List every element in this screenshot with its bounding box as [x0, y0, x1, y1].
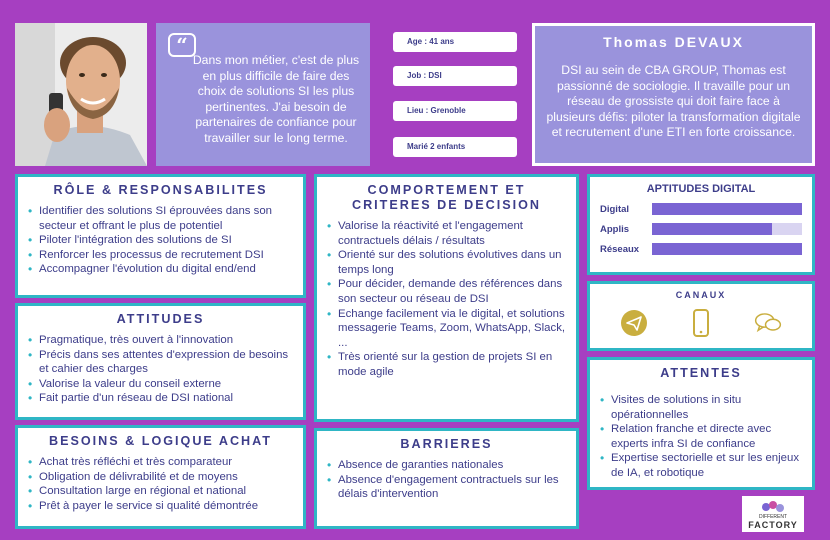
- attitudes-list: [28, 333, 293, 406]
- list-item: • Echange facilement via le digital, et solutions messagerie Teams, Zoom, WhatsApp, Slack, ...: [327, 307, 566, 351]
- canaux-card: [587, 281, 815, 351]
- logo-line2: FACTORY: [748, 520, 798, 530]
- list-item: • Valorise la réactivité et l'engagement contractuels délais / résultats: [327, 219, 566, 248]
- attentes-list: [600, 393, 802, 481]
- chat-icon: [754, 309, 782, 337]
- aptitude-row-reseaux: [600, 243, 802, 255]
- list-item: • Absence d'engagement contractuels sur les délais d'intervention: [327, 473, 566, 502]
- list-item: • Achat très réfléchi et très comparateur: [28, 455, 293, 470]
- list-item: • Fait partie d'un réseau de DSI national: [28, 391, 293, 406]
- attitudes-card: [15, 303, 306, 420]
- barrieres-list: [327, 458, 566, 502]
- logo-line1: DIFFERENT: [758, 514, 788, 520]
- aptitude-label: Applis: [600, 223, 630, 235]
- quote-icon: “: [168, 33, 196, 57]
- comportement-list: [327, 219, 566, 380]
- comportement-card: [314, 174, 579, 422]
- canaux-title: CANAUX: [675, 290, 727, 300]
- aptitude-label: Réseaux: [600, 243, 640, 255]
- info-family: Marié 2 enfants: [393, 137, 517, 157]
- besoins-card: [15, 425, 306, 529]
- company-logo: [742, 496, 804, 532]
- list-item: • Identifier des solutions SI éprouvées dans son secteur et offrant le plus de potentiel: [28, 204, 293, 233]
- roles-card: [15, 174, 306, 298]
- aptitudes-title: APTITUDES DIGITAL: [646, 183, 756, 195]
- info-age: Age : 41 ans: [393, 32, 517, 52]
- aptitude-fill-applis: [652, 223, 772, 235]
- aptitude-fill-digital: [652, 203, 802, 215]
- channel-icons: [600, 309, 802, 337]
- quote-box: [156, 23, 370, 166]
- info-lieu: Lieu : Grenoble: [393, 101, 517, 121]
- list-item: • Valorise la valeur du conseil externe: [28, 377, 293, 392]
- list-item: • Pour décider, demande des références dans son secteur ou réseau de DSI: [327, 277, 566, 306]
- persona-photo-illustration: [15, 23, 147, 166]
- aptitude-track: [652, 243, 802, 255]
- list-item: • Absence de garanties nationales: [327, 458, 566, 473]
- info-job: Job : DSI: [393, 66, 517, 86]
- list-item: • Orienté sur des solutions évolutives dans un temps long: [327, 248, 566, 277]
- roles-list: [28, 204, 293, 277]
- list-item: • Expertise sectorielle et sur les enjeux de IA, et robotique: [600, 451, 802, 480]
- besoins-list: [28, 455, 293, 513]
- attentes-title: ATTENTES: [660, 366, 742, 380]
- barrieres-title: BARRIERES: [400, 437, 493, 451]
- persona-name: Thomas DEVAUX: [603, 34, 744, 50]
- list-item: • Consultation large en régional et national: [28, 484, 293, 499]
- list-item: • Obligation de délivrabilité et de moyens: [28, 470, 293, 485]
- list-item: • Piloter l'intégration des solutions de SI: [28, 233, 293, 248]
- barrieres-card: [314, 428, 579, 529]
- list-item: • Très orienté sur la gestion de projets SI en mode agile: [327, 350, 566, 379]
- besoins-title: BESOINS & LOGIQUE ACHAT: [48, 434, 273, 448]
- list-item: • Pragmatique, très ouvert à l'innovation: [28, 333, 293, 348]
- quote-text: Dans mon métier, c'est de plus en plus difficile de faire des choix de solutions SI les plus pertinentes. J'ai besoin de partenaires de confiance pour travailler sur le long terme.: [192, 53, 360, 145]
- aptitude-row-digital: [600, 203, 802, 215]
- list-item: • Relation franche et directe avec experts infra SI de confiance: [600, 422, 802, 451]
- aptitude-row-applis: [600, 223, 802, 235]
- persona-photo: [15, 23, 147, 166]
- list-item: • Visites de solutions in situ opérationnelles: [600, 393, 802, 422]
- list-item: • Précis dans ses attentes d'expression de besoins et cahier des charges: [28, 348, 293, 377]
- phone-icon: [687, 309, 715, 337]
- list-item: • Renforcer les processus de recrutement DSI: [28, 248, 293, 263]
- aptitude-label: Digital: [600, 203, 630, 215]
- persona-header: [532, 23, 815, 166]
- roles-title: RÔLE & RESPONSABILITES: [53, 183, 268, 197]
- send-icon: [620, 309, 648, 337]
- comportement-title: COMPORTEMENT ET CRITERES DE DECISION: [351, 183, 542, 212]
- aptitudes-card: [587, 174, 815, 275]
- aptitude-fill-reseaux: [652, 243, 802, 255]
- persona-description: DSI au sein de CBA GROUP, Thomas est passionné de sociologie. Il travaille pour un réseau de grossiste qui doit faire face à plusieurs défis: piloter la transformation digitale et recrutement d'une ETI en forte croissance.: [546, 63, 801, 140]
- aptitude-track: [652, 223, 802, 235]
- aptitude-track: [652, 203, 802, 215]
- list-item: • Prêt à payer le service si qualité démontrée: [28, 499, 293, 514]
- logo-mark-icon: [758, 500, 788, 514]
- attitudes-title: ATTITUDES: [116, 312, 205, 326]
- attentes-card: [587, 357, 815, 490]
- list-item: • Accompagner l'évolution du digital end/end: [28, 262, 293, 277]
